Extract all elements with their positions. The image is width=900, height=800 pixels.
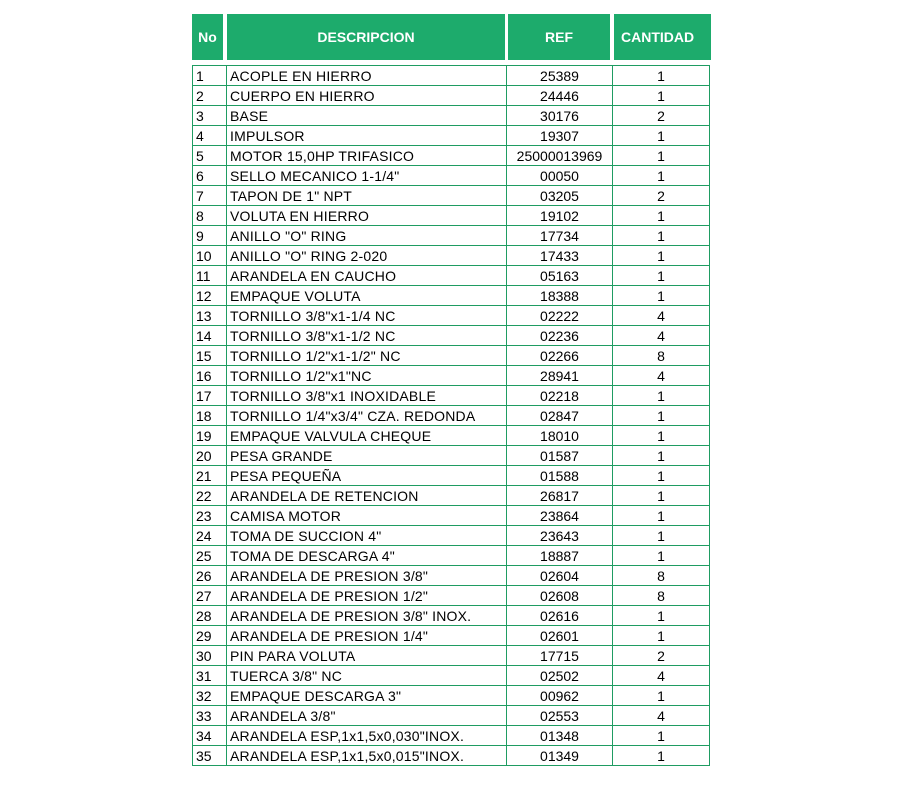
table-row [193,466,710,486]
table-row [193,666,710,686]
cell-no: 19 [193,426,227,446]
cell-ref: 25389 [507,66,613,86]
cell-no: 26 [193,566,227,586]
table-row [193,526,710,546]
cell-quantity: 8 [613,346,710,366]
cell-no: 25 [193,546,227,566]
table-row [193,626,710,646]
cell-no: 8 [193,206,227,226]
cell-ref: 02222 [507,306,613,326]
cell-description: MOTOR 15,0HP TRIFASICO [227,146,507,166]
table-row [193,126,710,146]
cell-no: 32 [193,686,227,706]
cell-no: 21 [193,466,227,486]
cell-description: TAPON DE 1" NPT [227,186,507,206]
cell-description: ARANDELA DE PRESION 3/8" INOX. [227,606,507,626]
table-row [193,306,710,326]
cell-ref: 00962 [507,686,613,706]
table-row [193,446,710,466]
cell-description: ARANDELA ESP,1x1,5x0,015"INOX. [227,746,507,766]
cell-ref: 01587 [507,446,613,466]
cell-ref: 19307 [507,126,613,146]
cell-no: 9 [193,226,227,246]
cell-description: ARANDELA ESP,1x1,5x0,030"INOX. [227,726,507,746]
parts-table [192,65,710,766]
cell-ref: 01348 [507,726,613,746]
cell-ref: 18010 [507,426,613,446]
cell-no: 20 [193,446,227,466]
cell-quantity: 4 [613,306,710,326]
cell-ref: 05163 [507,266,613,286]
cell-no: 13 [193,306,227,326]
table-row [193,186,710,206]
cell-no: 15 [193,346,227,366]
table-row [193,566,710,586]
cell-quantity: 1 [613,66,710,86]
table-row [193,206,710,226]
cell-ref: 17734 [507,226,613,246]
cell-ref: 02601 [507,626,613,646]
cell-quantity: 1 [613,386,710,406]
cell-no: 1 [193,66,227,86]
cell-quantity: 1 [613,166,710,186]
cell-quantity: 1 [613,726,710,746]
parts-table-body [193,66,710,766]
table-header [192,14,711,60]
table-row [193,726,710,746]
cell-description: TOMA DE DESCARGA 4" [227,546,507,566]
table-row [193,706,710,726]
table-row [193,486,710,506]
table-row [193,226,710,246]
cell-description: TORNILLO 1/2"x1"NC [227,366,507,386]
cell-no: 2 [193,86,227,106]
cell-description: ANILLO "O" RING [227,226,507,246]
cell-quantity: 1 [613,426,710,446]
cell-no: 4 [193,126,227,146]
cell-ref: 18388 [507,286,613,306]
table-row [193,326,710,346]
cell-ref: 00050 [507,166,613,186]
cell-ref: 23864 [507,506,613,526]
cell-description: TORNILLO 3/8"x1 INOXIDABLE [227,386,507,406]
cell-quantity: 1 [613,606,710,626]
cell-description: EMPAQUE DESCARGA 3" [227,686,507,706]
cell-no: 22 [193,486,227,506]
cell-description: TOMA DE SUCCION 4" [227,526,507,546]
table-row [193,406,710,426]
cell-quantity: 8 [613,586,710,606]
cell-description: TUERCA 3/8" NC [227,666,507,686]
cell-description: ARANDELA DE RETENCION [227,486,507,506]
cell-quantity: 1 [613,546,710,566]
table-row [193,546,710,566]
table-row [193,346,710,366]
cell-no: 30 [193,646,227,666]
cell-quantity: 1 [613,486,710,506]
cell-description: EMPAQUE VALVULA CHEQUE [227,426,507,446]
cell-quantity: 1 [613,466,710,486]
table-row [193,686,710,706]
cell-description: ANILLO "O" RING 2-020 [227,246,507,266]
cell-quantity: 4 [613,666,710,686]
cell-description: PESA PEQUEÑA [227,466,507,486]
cell-description: ARANDELA EN CAUCHO [227,266,507,286]
cell-no: 35 [193,746,227,766]
header-no: No [192,14,223,60]
cell-ref: 01349 [507,746,613,766]
cell-ref: 02608 [507,586,613,606]
cell-no: 7 [193,186,227,206]
cell-no: 28 [193,606,227,626]
cell-no: 34 [193,726,227,746]
cell-quantity: 4 [613,706,710,726]
table-row [193,506,710,526]
cell-no: 31 [193,666,227,686]
cell-no: 6 [193,166,227,186]
table-row [193,746,710,766]
cell-quantity: 2 [613,646,710,666]
table-row [193,646,710,666]
cell-quantity: 8 [613,566,710,586]
table-row [193,66,710,86]
cell-no: 33 [193,706,227,726]
cell-quantity: 1 [613,406,710,426]
table-row [193,106,710,126]
cell-description: ACOPLE EN HIERRO [227,66,507,86]
header-quantity: CANTIDAD [614,14,711,60]
cell-no: 18 [193,406,227,426]
cell-description: PIN PARA VOLUTA [227,646,507,666]
cell-quantity: 1 [613,206,710,226]
cell-ref: 23643 [507,526,613,546]
cell-description: ARANDELA 3/8" [227,706,507,726]
table-row [193,606,710,626]
table-row [193,166,710,186]
cell-quantity: 1 [613,746,710,766]
cell-description: CUERPO EN HIERRO [227,86,507,106]
cell-no: 24 [193,526,227,546]
table-row [193,386,710,406]
cell-quantity: 4 [613,326,710,346]
cell-description: ARANDELA DE PRESION 1/2" [227,586,507,606]
cell-quantity: 1 [613,626,710,646]
cell-description: BASE [227,106,507,126]
cell-quantity: 1 [613,446,710,466]
table-row [193,146,710,166]
cell-quantity: 1 [613,86,710,106]
header-description: DESCRIPCION [227,14,505,60]
cell-quantity: 1 [613,246,710,266]
cell-ref: 24446 [507,86,613,106]
cell-quantity: 1 [613,146,710,166]
cell-quantity: 4 [613,366,710,386]
cell-description: TORNILLO 1/2"x1-1/2" NC [227,346,507,366]
cell-quantity: 1 [613,506,710,526]
table-row [193,246,710,266]
cell-ref: 17715 [507,646,613,666]
cell-quantity: 1 [613,526,710,546]
cell-description: TORNILLO 3/8"x1-1/4 NC [227,306,507,326]
cell-quantity: 2 [613,106,710,126]
cell-no: 12 [193,286,227,306]
cell-no: 11 [193,266,227,286]
table-row [193,286,710,306]
cell-no: 14 [193,326,227,346]
cell-description: TORNILLO 1/4"x3/4" CZA. REDONDA [227,406,507,426]
cell-ref: 02266 [507,346,613,366]
cell-description: ARANDELA DE PRESION 1/4" [227,626,507,646]
cell-ref: 30176 [507,106,613,126]
cell-ref: 02604 [507,566,613,586]
cell-description: ARANDELA DE PRESION 3/8" [227,566,507,586]
cell-no: 3 [193,106,227,126]
table-row [193,426,710,446]
cell-no: 29 [193,626,227,646]
cell-no: 27 [193,586,227,606]
cell-ref: 26817 [507,486,613,506]
table-row [193,86,710,106]
cell-description: TORNILLO 3/8"x1-1/2 NC [227,326,507,346]
cell-ref: 03205 [507,186,613,206]
cell-description: VOLUTA EN HIERRO [227,206,507,226]
table-row [193,586,710,606]
cell-no: 10 [193,246,227,266]
cell-description: PESA GRANDE [227,446,507,466]
parts-list-sheet [192,14,711,766]
cell-quantity: 1 [613,266,710,286]
cell-ref: 17433 [507,246,613,266]
cell-ref: 02236 [507,326,613,346]
header-ref: REF [508,14,610,60]
cell-ref: 02218 [507,386,613,406]
cell-ref: 02616 [507,606,613,626]
cell-quantity: 1 [613,226,710,246]
cell-no: 16 [193,366,227,386]
cell-quantity: 2 [613,186,710,206]
cell-ref: 02502 [507,666,613,686]
cell-ref: 02847 [507,406,613,426]
cell-ref: 25000013969 [507,146,613,166]
cell-ref: 02553 [507,706,613,726]
cell-description: EMPAQUE VOLUTA [227,286,507,306]
cell-quantity: 1 [613,126,710,146]
cell-description: SELLO MECANICO 1-1/4" [227,166,507,186]
table-row [193,266,710,286]
cell-no: 23 [193,506,227,526]
cell-quantity: 1 [613,286,710,306]
cell-ref: 19102 [507,206,613,226]
table-row [193,366,710,386]
cell-description: IMPULSOR [227,126,507,146]
cell-ref: 01588 [507,466,613,486]
cell-quantity: 1 [613,686,710,706]
cell-no: 17 [193,386,227,406]
cell-description: CAMISA MOTOR [227,506,507,526]
cell-ref: 18887 [507,546,613,566]
cell-ref: 28941 [507,366,613,386]
cell-no: 5 [193,146,227,166]
